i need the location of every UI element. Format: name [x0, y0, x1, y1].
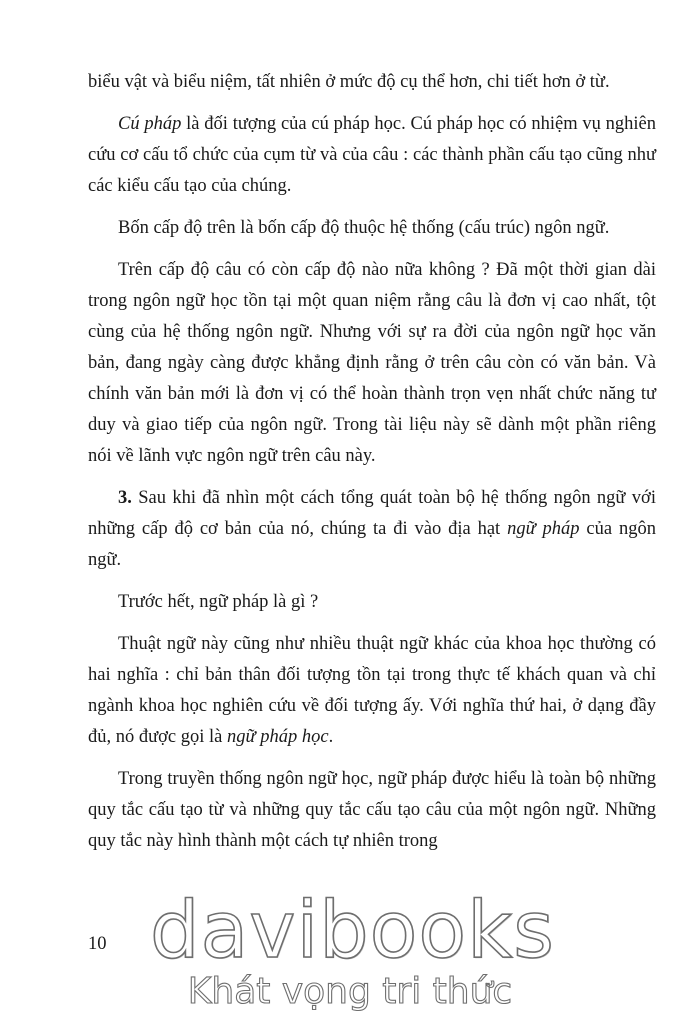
paragraph-section-3 — [88, 483, 656, 576]
section-number: 3. — [118, 488, 132, 508]
watermark-logo — [150, 886, 555, 1014]
paragraph-text: Trong truyền thống ngôn ngữ học, ngữ pháp được hiểu là toàn bộ những quy tắc cấu tạo từ và những quy tắc cấu tạo câu của một ngôn ngữ. Những quy tắc này hình thành một cách tự nhiên trong — [88, 769, 656, 851]
page-body — [88, 67, 656, 868]
paragraph-question — [88, 587, 656, 618]
paragraph-four-levels — [88, 213, 656, 244]
paragraph-text-level — [88, 255, 656, 472]
paragraph-text: là đối tượng của cú pháp học. Cú pháp học có nhiệm vụ nghiên cứu cơ cấu tổ chức của cụm từ và của câu : các thành phần cấu tạo cũng như các kiểu cấu tạo của chúng. — [88, 114, 656, 196]
paragraph-text: biểu vật và biểu niệm, tất nhiên ở mức độ cụ thể hơn, chi tiết hơn ở từ. — [88, 72, 610, 92]
page-number: 10 — [88, 934, 107, 954]
paragraph-two-meanings — [88, 629, 656, 753]
paragraph-syntax-definition — [88, 109, 656, 202]
paragraph-text: . — [328, 727, 334, 747]
paragraph-text: Thuật ngữ này cũng như nhiều thuật ngữ khác của khoa học thường có hai nghĩa : chỉ bản thân đối tượng tồn tại trong thực tế khách quan và chỉ ngành khoa học nghiên cứu về đối tượng ấy. Với nghĩa thứ hai, ở dạng đầy đủ, nó được gọi là — [88, 634, 656, 747]
paragraph-text: Bốn cấp độ trên là bốn cấp độ thuộc hệ thống (cấu trúc) ngôn ngữ. — [118, 218, 610, 238]
paragraph-tradition — [88, 764, 656, 857]
paragraph-text: Sau khi đã nhìn một cách tổng quát toàn bộ hệ thống ngôn ngữ với những cấp độ cơ bản của nó, chúng ta đi vào địa hạt — [88, 488, 656, 539]
paragraph-text: Trước hết, ngữ pháp là gì ? — [118, 592, 319, 612]
watermark-tagline: Khát vọng tri thức — [187, 971, 513, 1012]
paragraph-continuation — [88, 67, 656, 98]
italic-term: Cú pháp — [118, 114, 182, 134]
paragraph-text: Trên cấp độ câu có còn cấp độ nào nữa không ? Đã một thời gian dài trong ngôn ngữ học tồn tại một quan niệm rằng câu là đơn vị cao nhất, tột cùng của hệ thống ngôn ngữ. Nhưng với sự ra đời của ngôn ngữ học văn bản, đang ngày càng được khẳng định rằng ở trên câu còn có văn bản. Và chính văn bản mới là đơn vị có thể hoàn thành trọn vẹn nhất chức năng tư duy và giao tiếp của ngôn ngữ. Trong tài liệu này sẽ dành một phần riêng nói về lãnh vực ngôn ngữ trên câu này. — [88, 260, 656, 466]
italic-term: ngữ pháp học — [227, 727, 329, 747]
italic-term: ngữ pháp — [507, 519, 580, 539]
watermark-brand: davibooks — [150, 886, 555, 976]
paragraph-text: của ngôn ngữ. — [88, 519, 656, 570]
